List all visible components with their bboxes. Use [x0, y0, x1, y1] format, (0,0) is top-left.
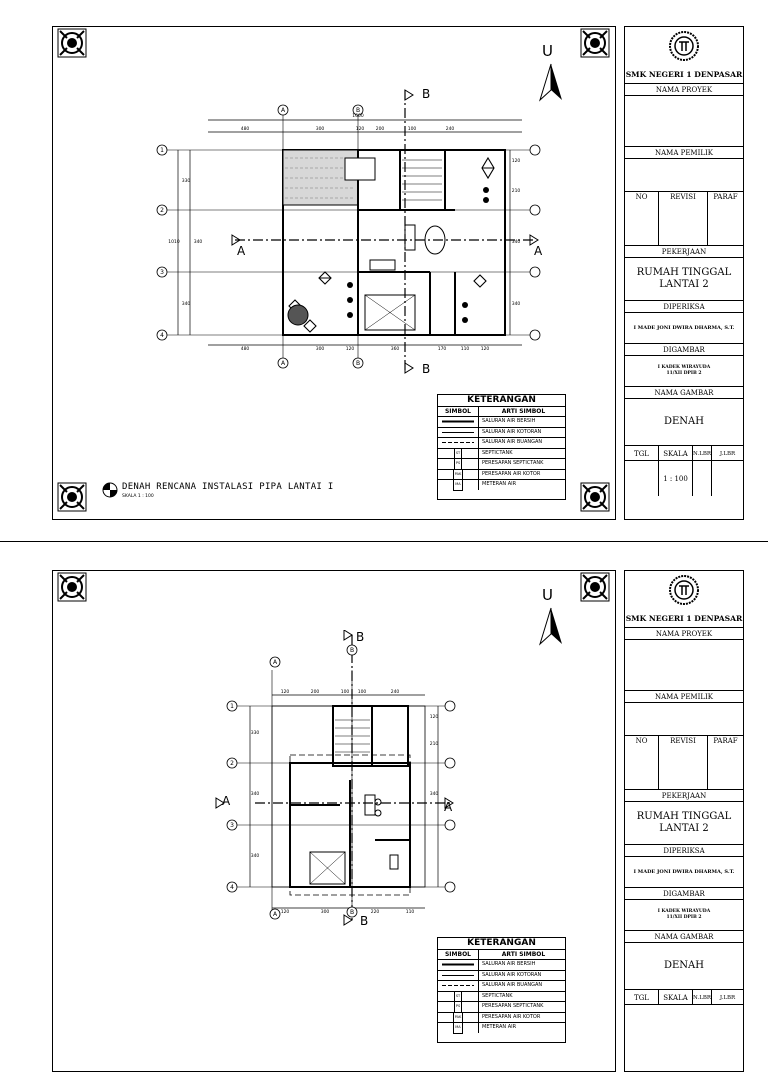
dimension-text: 200	[375, 127, 385, 132]
grid-row-label: 1	[230, 703, 234, 710]
north-label: U	[542, 42, 553, 60]
work-value: RUMAH TINGGAL LANTAI 2	[625, 258, 743, 301]
dimension-text: 340	[511, 302, 521, 307]
north-label: U	[542, 586, 553, 604]
footer-values: 1 : 100	[625, 461, 743, 496]
grid-col-label: B	[349, 647, 355, 654]
checked-value: I MADE JONI DWIRA DHARMA, S.T.	[625, 313, 743, 344]
legend-col-meaning: ARTI SIMBOL	[501, 408, 546, 415]
school-name: SMK NEGERI 1 DENPASAR	[625, 609, 743, 628]
section-label: B	[422, 362, 431, 376]
dimension-text: 170	[437, 347, 447, 352]
checked-value: I MADE JONI DWIRA DHARMA, S.T.	[625, 857, 743, 888]
legend-row: ST SEPTICTANK	[438, 992, 565, 1003]
drawn-label: DIGAMBAR	[625, 888, 743, 900]
dimension-text: 340	[429, 792, 439, 797]
drawn-label: DIGAMBAR	[625, 344, 743, 356]
legend-row: SALURAN AIR BUANGAN	[438, 981, 565, 992]
dimension-text: 1600	[352, 114, 364, 119]
section-label: A	[222, 794, 231, 808]
dimension-text: 340	[250, 792, 260, 797]
dimension-text: 330	[250, 731, 260, 736]
dimension-text: 120	[280, 690, 290, 695]
dimension-text: 340	[193, 240, 203, 245]
legend-row: MA METERAN AIR	[438, 1023, 565, 1033]
dimension-text: 330	[181, 179, 191, 184]
legend-table	[437, 937, 566, 1043]
drawing-name-label: NAMA GAMBAR	[625, 387, 743, 399]
legend-row: SALURAN AIR KOTORAN	[438, 428, 565, 439]
footer-headers: TGL SKALA N.LBR J.LBR	[625, 446, 743, 461]
legend-col-symbol: SIMBOL	[438, 950, 479, 959]
section-label: A	[237, 244, 246, 258]
plan-caption: DENAH RENCANA INSTALASI PIPA LANTAI I	[122, 482, 334, 492]
grid-row-label: 2	[230, 760, 234, 767]
owner-label: NAMA PEMILIK	[625, 691, 743, 703]
grid-col-label: B	[355, 107, 361, 114]
dimension-text: 360	[390, 347, 400, 352]
school-name: SMK NEGERI 1 DENPASAR	[625, 65, 743, 84]
legend-title: KETERANGAN	[438, 395, 565, 407]
legend-row: SALURAN AIR BERSIH	[438, 960, 565, 971]
dimension-text: 210	[429, 742, 439, 747]
dimension-text: 300	[315, 127, 325, 132]
dimension-text: 120	[429, 715, 439, 720]
drawing-name-label: NAMA GAMBAR	[625, 931, 743, 943]
corner-ornament-icon	[580, 482, 610, 512]
work-label: PEKERJAAN	[625, 790, 743, 802]
corner-ornament-icon	[580, 28, 610, 58]
dimension-text: 340	[250, 854, 260, 859]
plan-scale: SKALA 1 : 100	[122, 494, 154, 499]
drawing-name-value: DENAH	[625, 943, 743, 990]
dimension-text: 240	[445, 127, 455, 132]
work-label: PEKERJAAN	[625, 246, 743, 258]
grid-col-label: A	[280, 107, 286, 114]
grid-row-label: 1	[160, 147, 164, 154]
dimension-text: 110	[405, 910, 415, 915]
dimension-text: 340	[181, 302, 191, 307]
caption-symbol-icon	[102, 482, 118, 498]
dimension-text: 120	[280, 910, 290, 915]
section-label: A	[534, 244, 543, 258]
grid-row-label: 2	[160, 207, 164, 214]
drawn-value: I KADEK WIRAYUDA 11/XII DPIB 2	[625, 356, 743, 387]
section-label: A	[444, 800, 453, 814]
dimension-text: 220	[370, 910, 380, 915]
dimension-text: 120	[345, 347, 355, 352]
checked-label: DIPERIKSA	[625, 301, 743, 313]
north-arrow-icon	[538, 606, 564, 646]
project-value	[625, 640, 743, 691]
dimension-text: 120	[355, 127, 365, 132]
drawing-name-value: DENAH	[625, 399, 743, 446]
legend-table	[437, 394, 566, 500]
footer-headers: TGL SKALA N.LBR J.LBR	[625, 990, 743, 1005]
title-block	[624, 26, 744, 520]
legend-row: PAK PERESAPAN AIR KOTOR	[438, 1013, 565, 1024]
dimension-text: 200	[310, 690, 320, 695]
school-logo-icon	[668, 574, 700, 606]
dimension-text: 100	[340, 690, 350, 695]
dimension-text: 100	[357, 690, 367, 695]
project-value	[625, 96, 743, 147]
legend-row: MA METERAN AIR	[438, 480, 565, 490]
grid-row-label: 4	[160, 332, 164, 339]
section-label: B	[360, 914, 369, 928]
grid-row-label: 4	[230, 884, 234, 891]
school-logo-icon	[668, 30, 700, 62]
revision-table: NO REVISI PARAF	[625, 736, 743, 790]
dimension-text: 210	[511, 189, 521, 194]
floor-plan-2-drawing	[200, 630, 470, 930]
grid-col-label: A	[272, 911, 278, 918]
dimension-text: 240	[390, 690, 400, 695]
drawing-sheet-1	[0, 0, 768, 512]
grid-col-label: B	[355, 360, 361, 367]
corner-ornament-icon	[57, 572, 87, 602]
grid-row-label: 3	[160, 269, 164, 276]
work-value: RUMAH TINGGAL LANTAI 2	[625, 802, 743, 845]
owner-label: NAMA PEMILIK	[625, 147, 743, 159]
dimension-text: 110	[460, 347, 470, 352]
grid-col-label: B	[349, 909, 355, 916]
section-label: B	[356, 630, 365, 644]
section-label: B	[422, 87, 431, 101]
checked-label: DIPERIKSA	[625, 845, 743, 857]
drawn-value: I KADEK WIRAYUDA 11/XII DPIB 2	[625, 900, 743, 931]
legend-col-symbol: SIMBOL	[438, 407, 479, 416]
grid-col-label: A	[272, 659, 278, 666]
grid-row-label: 3	[230, 822, 234, 829]
project-label: NAMA PROYEK	[625, 84, 743, 96]
dimension-text: 1010	[168, 240, 180, 245]
legend-row: PS PERESAPAN SEPTICTANK	[438, 459, 565, 470]
dimension-text: 120	[480, 347, 490, 352]
legend-row: SALURAN AIR BUANGAN	[438, 438, 565, 449]
corner-ornament-icon	[580, 572, 610, 602]
dimension-text: 300	[320, 910, 330, 915]
corner-ornament-icon	[57, 28, 87, 58]
project-label: NAMA PROYEK	[625, 628, 743, 640]
dimension-text: 480	[240, 127, 250, 132]
legend-col-meaning: ARTI SIMBOL	[501, 951, 546, 958]
legend-row: PAK PERESAPAN AIR KOTOR	[438, 470, 565, 481]
revision-table: NO REVISI PARAF	[625, 192, 743, 246]
dimension-text: 120	[511, 159, 521, 164]
drawing-sheet-2	[0, 541, 768, 1054]
legend-row: SALURAN AIR KOTORAN	[438, 971, 565, 982]
corner-ornament-icon	[57, 482, 87, 512]
floor-plan-1-drawing	[150, 80, 550, 380]
dimension-text: 300	[315, 347, 325, 352]
dimension-text: 340	[511, 240, 521, 245]
title-block	[624, 570, 744, 1072]
owner-value	[625, 703, 743, 736]
legend-row: ST SEPTICTANK	[438, 449, 565, 460]
grid-col-label: A	[280, 360, 286, 367]
legend-row: SALURAN AIR BERSIH	[438, 417, 565, 428]
owner-value	[625, 159, 743, 192]
dimension-text: 100	[407, 127, 417, 132]
legend-title: KETERANGAN	[438, 938, 565, 950]
dimension-text: 480	[240, 347, 250, 352]
legend-row: PS PERESAPAN SEPTICTANK	[438, 1002, 565, 1013]
